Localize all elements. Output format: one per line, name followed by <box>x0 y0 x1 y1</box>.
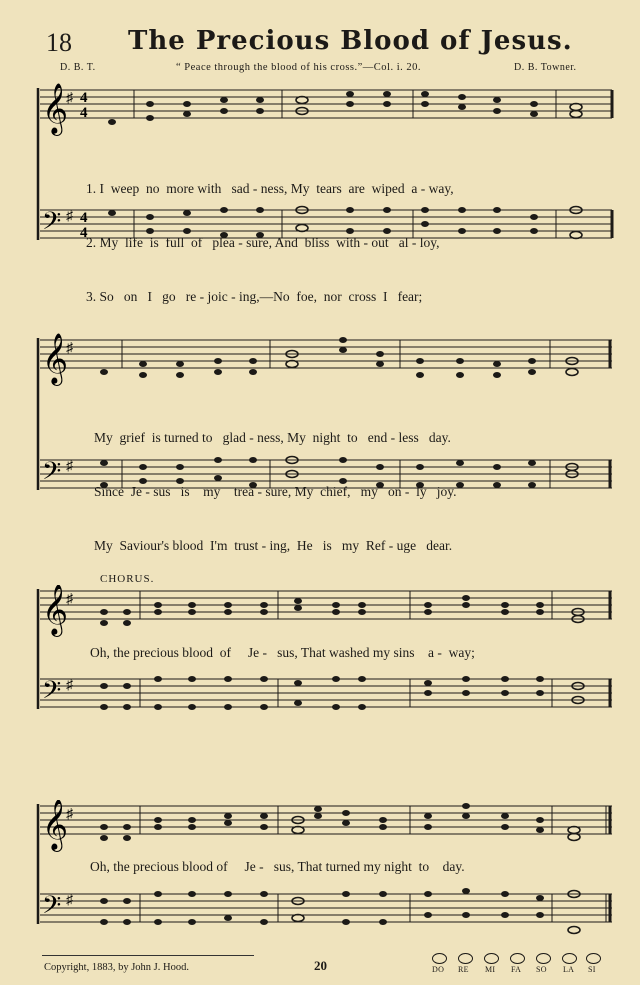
solfege-label: FA <box>511 965 522 974</box>
chorus-line-2: Oh, the precious blood of Je - sus, That turned my night to day. <box>90 859 465 874</box>
solfege-note-icon <box>432 953 447 964</box>
svg-text:♯: ♯ <box>66 341 73 356</box>
svg-text:4: 4 <box>80 210 88 226</box>
solfege-note-icon <box>484 953 499 964</box>
footer-rule <box>42 955 254 956</box>
svg-text:♯: ♯ <box>66 678 73 693</box>
solfege-note-icon <box>562 953 577 964</box>
svg-text:𝄢: 𝄢 <box>42 207 62 242</box>
copyright-notice: Copyright, 1883, by John J. Hood. <box>44 962 189 973</box>
solfege-note-icon <box>458 953 473 964</box>
svg-text:𝄞: 𝄞 <box>42 585 69 635</box>
solfege-label: SI <box>588 965 596 974</box>
svg-text:♯: ♯ <box>66 91 73 106</box>
verse-3-line-b: My Saviour's blood I'm trust - ing, He is my Ref - uge dear. <box>94 538 453 553</box>
verse-2-line-a: 2. My life is full of plea - sure, And bliss with - out al - loy, <box>86 235 440 250</box>
solfege-legend <box>428 953 608 979</box>
solfege-label: DO <box>432 965 445 974</box>
svg-text:4: 4 <box>80 90 88 106</box>
solfege-label: SO <box>536 965 547 974</box>
svg-text:𝄞: 𝄞 <box>42 83 69 134</box>
scripture-reference: “ Peace through the blood of his cross.”—Col. i. 20. <box>176 62 422 73</box>
chorus-label: CHORUS. <box>100 573 155 585</box>
verses-part2 <box>94 393 456 591</box>
verse-3-line-a: 3. So on I go re - joic - ing,—No foe, nor cross I fear; <box>86 289 423 304</box>
svg-text:𝄢: 𝄢 <box>42 891 62 926</box>
svg-text:♯: ♯ <box>66 893 73 908</box>
svg-text:♯: ♯ <box>66 459 73 474</box>
solfege-label: LA <box>563 965 575 974</box>
author-credit: D. B. T. <box>60 62 96 73</box>
svg-text:𝄞: 𝄞 <box>42 333 69 384</box>
composer-credit: D. B. Towner. <box>514 62 577 73</box>
solfege-label: MI <box>485 965 496 974</box>
solfege-note-icon <box>536 953 551 964</box>
svg-text:♯: ♯ <box>66 807 73 822</box>
verse-1-line-b: My grief is turned to glad - ness, My night to end - less day. <box>94 430 451 445</box>
svg-text:♯: ♯ <box>66 209 73 224</box>
svg-text:4: 4 <box>80 105 88 121</box>
solfege-note-icon <box>586 953 601 964</box>
svg-text:𝄢: 𝄢 <box>42 676 62 711</box>
solfege-label: RE <box>458 965 469 974</box>
verses-part1 <box>86 144 454 342</box>
solfege-note-icon <box>510 953 525 964</box>
hymn-title: The Precious Blood of Jesus. <box>128 26 573 56</box>
svg-text:4: 4 <box>80 225 88 241</box>
page-number: 20 <box>314 958 327 973</box>
svg-text:♯: ♯ <box>66 592 73 607</box>
verse-1-line-a: 1. I weep no more with sad - ness, My tears are wiped a - way, <box>86 181 454 196</box>
verse-2-line-b: Since Je - sus is my trea - sure, My chief, my on - ly joy. <box>94 484 457 499</box>
hymn-number: 18 <box>46 28 72 57</box>
svg-text:𝄞: 𝄞 <box>42 800 69 850</box>
chorus-line-1: Oh, the precious blood of Je - sus, That washed my sins a - way; <box>90 645 475 660</box>
svg-text:𝄢: 𝄢 <box>42 457 62 492</box>
